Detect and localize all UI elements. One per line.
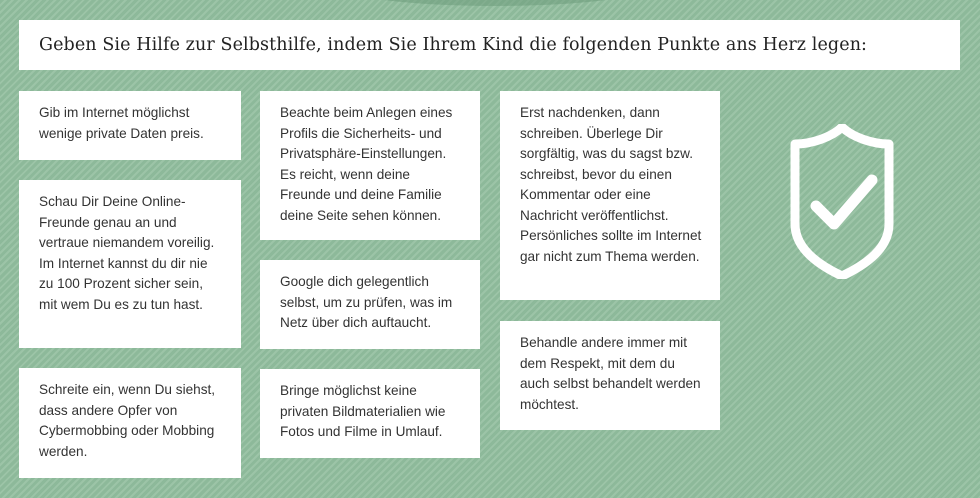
tip-card-privacy-settings: [260, 91, 480, 240]
tip-card-google-yourself: [260, 260, 480, 349]
checkmark: [816, 180, 872, 224]
tip-card-think-first: [500, 91, 720, 300]
tip-text: Gib im Internet möglichst wenige private Daten preis.: [39, 105, 204, 141]
tip-text: Beachte beim Anlegen eines Profils die Sicherheits- und Privatsphäre-Einstellungen. Es reicht, wenn deine Freunde und deine Familie deine Seite sehen können.: [280, 105, 453, 223]
tip-card-intervene: [19, 368, 241, 478]
tip-text: Google dich gelegentlich selbst, um zu prüfen, was im Netz über dich auftaucht.: [280, 274, 453, 330]
tip-text: Behandle andere immer mit dem Respekt, mit dem du auch selbst behandelt werden möchtest.: [520, 335, 701, 412]
top-decoration: [330, 0, 660, 6]
tip-card-private-data: [19, 91, 241, 160]
tip-text: Erst nachdenken, dann schreiben. Überlege Dir sorgfältig, was du sagst bzw. schreibst, bevor du einen Kommentar oder eine Nachricht veröffentlichst. Persönliches sollte im Internet gar nicht zum Thema werden.: [520, 105, 702, 264]
tip-card-respect: [500, 321, 720, 430]
tip-card-private-images: [260, 369, 480, 458]
page-title: [19, 20, 960, 70]
tip-text: Schreite ein, wenn Du siehst, dass andere Opfer von Cybermobbing oder Mobbing werden.: [39, 382, 216, 459]
shield-outline: [795, 127, 889, 276]
tip-text: Bringe möglichst keine privaten Bildmaterialien wie Fotos und Filme in Umlauf.: [280, 383, 446, 439]
page-title-text: Geben Sie Hilfe zur Selbsthilfe, indem Sie Ihrem Kind die folgenden Punkte ans Herz legen:: [39, 35, 868, 55]
shield-check-icon: [790, 124, 895, 279]
tip-card-online-friends: [19, 180, 241, 348]
tip-text: Schau Dir Deine Online-Freunde genau an und vertraue niemandem voreilig. Im Internet kannst du dir nie zu 100 Prozent sicher sein, mit wem Du es zu tun hast.: [39, 194, 215, 312]
